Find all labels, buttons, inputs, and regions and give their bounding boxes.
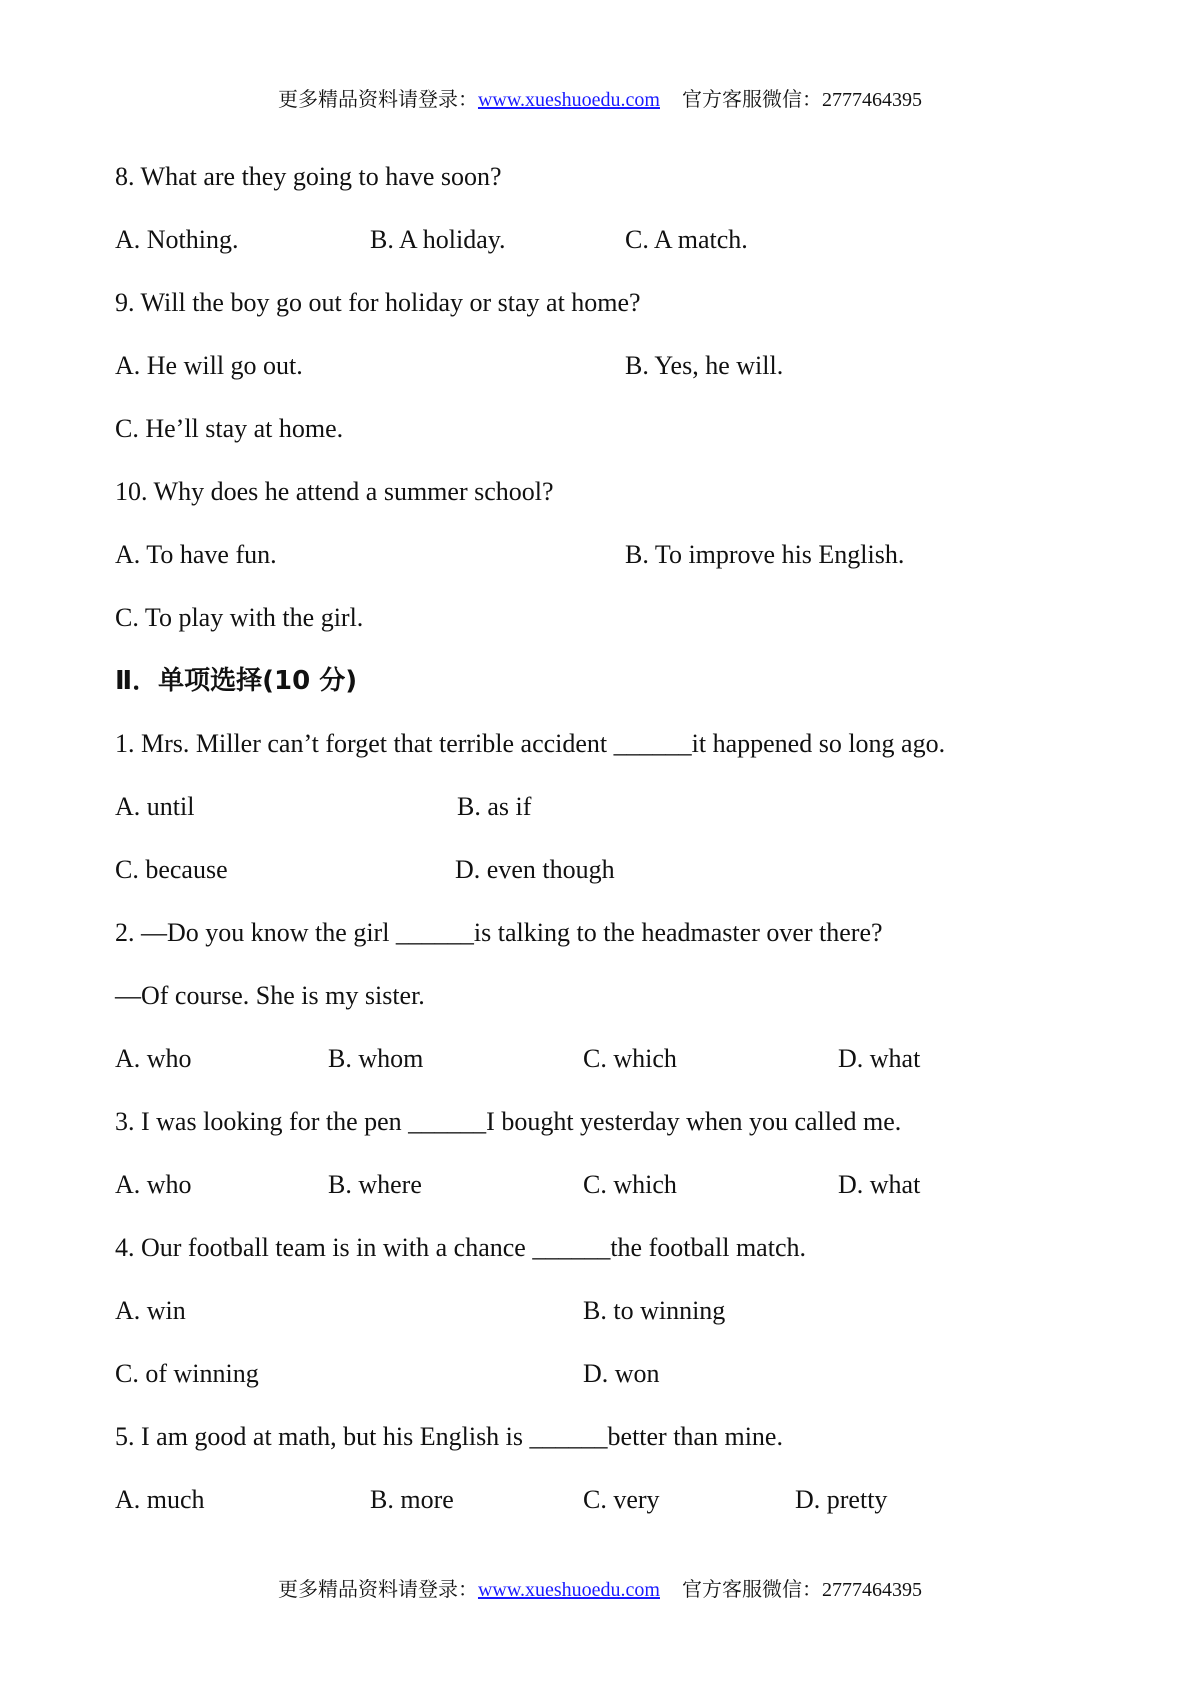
question-9-option-a: A. He will go out. xyxy=(115,351,303,380)
choice-2-reply: —Of course. She is my sister. xyxy=(115,981,425,1010)
question-10-stem: 10. Why does he attend a summer school? xyxy=(115,477,554,506)
choice-3-stem: 3. I was looking for the pen ______I bought yesterday when you called me. xyxy=(115,1107,902,1136)
question-9-option-c: C. He’ll stay at home. xyxy=(115,414,344,443)
question-9-option-b: B. Yes, he will. xyxy=(625,351,784,380)
header-service-contact: 官方客服微信：2777464395 xyxy=(682,89,922,111)
question-9-stem: 9. Will the boy go out for holiday or stay at home? xyxy=(115,288,641,317)
choice-4-option-a: A. win xyxy=(115,1296,186,1325)
question-10-option-b: B. To improve his English. xyxy=(625,540,905,569)
choice-4-option-d: D. won xyxy=(583,1359,660,1388)
choice-2-stem: 2. —Do you know the girl ______is talking to the headmaster over there? xyxy=(115,918,883,947)
question-8-option-b: B. A holiday. xyxy=(370,225,506,254)
choice-5-option-c: C. very xyxy=(583,1485,660,1514)
choice-5-option-b: B. more xyxy=(370,1485,454,1514)
choice-1-option-c: C. because xyxy=(115,855,228,884)
choice-5-option-d: D. pretty xyxy=(795,1485,888,1514)
choice-4-option-c: C. of winning xyxy=(115,1359,259,1388)
choice-3-option-d: D. what xyxy=(838,1170,921,1199)
page-header xyxy=(0,86,1200,114)
header-website-link[interactable]: www.xueshuoedu.com xyxy=(477,89,660,111)
section-2-title: Ⅱ．单项选择(10 分) xyxy=(115,666,358,696)
footer-service-contact: 官方客服微信：2777464395 xyxy=(682,1579,922,1601)
footer-website-link[interactable]: www.xueshuoedu.com xyxy=(477,1579,660,1601)
choice-3-option-b: B. where xyxy=(328,1170,422,1199)
footer-prefix: 更多精品资料请登录： xyxy=(277,1579,478,1601)
choice-5-stem: 5. I am good at math, but his English is ______better than mine. xyxy=(115,1422,783,1451)
choice-4-option-b: B. to winning xyxy=(583,1296,726,1325)
choice-5-option-a: A. much xyxy=(115,1485,205,1514)
choice-2-option-a: A. who xyxy=(115,1044,192,1073)
choice-2-option-b: B. whom xyxy=(328,1044,424,1073)
question-8-stem: 8. What are they going to have soon? xyxy=(115,162,502,191)
choice-4-stem: 4. Our football team is in with a chance ______the football match. xyxy=(115,1233,806,1262)
choice-1-option-d: D. even though xyxy=(455,855,615,884)
question-10-option-c: C. To play with the girl. xyxy=(115,603,364,632)
page-footer xyxy=(0,1576,1200,1604)
choice-1-option-b: B. as if xyxy=(457,792,532,821)
choice-3-option-c: C. which xyxy=(583,1170,677,1199)
choice-1-option-a: A. until xyxy=(115,792,195,821)
header-prefix: 更多精品资料请登录： xyxy=(277,89,478,111)
choice-1-stem: 1. Mrs. Miller can’t forget that terrible accident ______it happened so long ago. xyxy=(115,729,946,758)
question-8-option-c: C. A match. xyxy=(625,225,748,254)
question-8-option-a: A. Nothing. xyxy=(115,225,239,254)
question-10-option-a: A. To have fun. xyxy=(115,540,277,569)
choice-2-option-d: D. what xyxy=(838,1044,921,1073)
choice-3-option-a: A. who xyxy=(115,1170,192,1199)
choice-2-option-c: C. which xyxy=(583,1044,677,1073)
